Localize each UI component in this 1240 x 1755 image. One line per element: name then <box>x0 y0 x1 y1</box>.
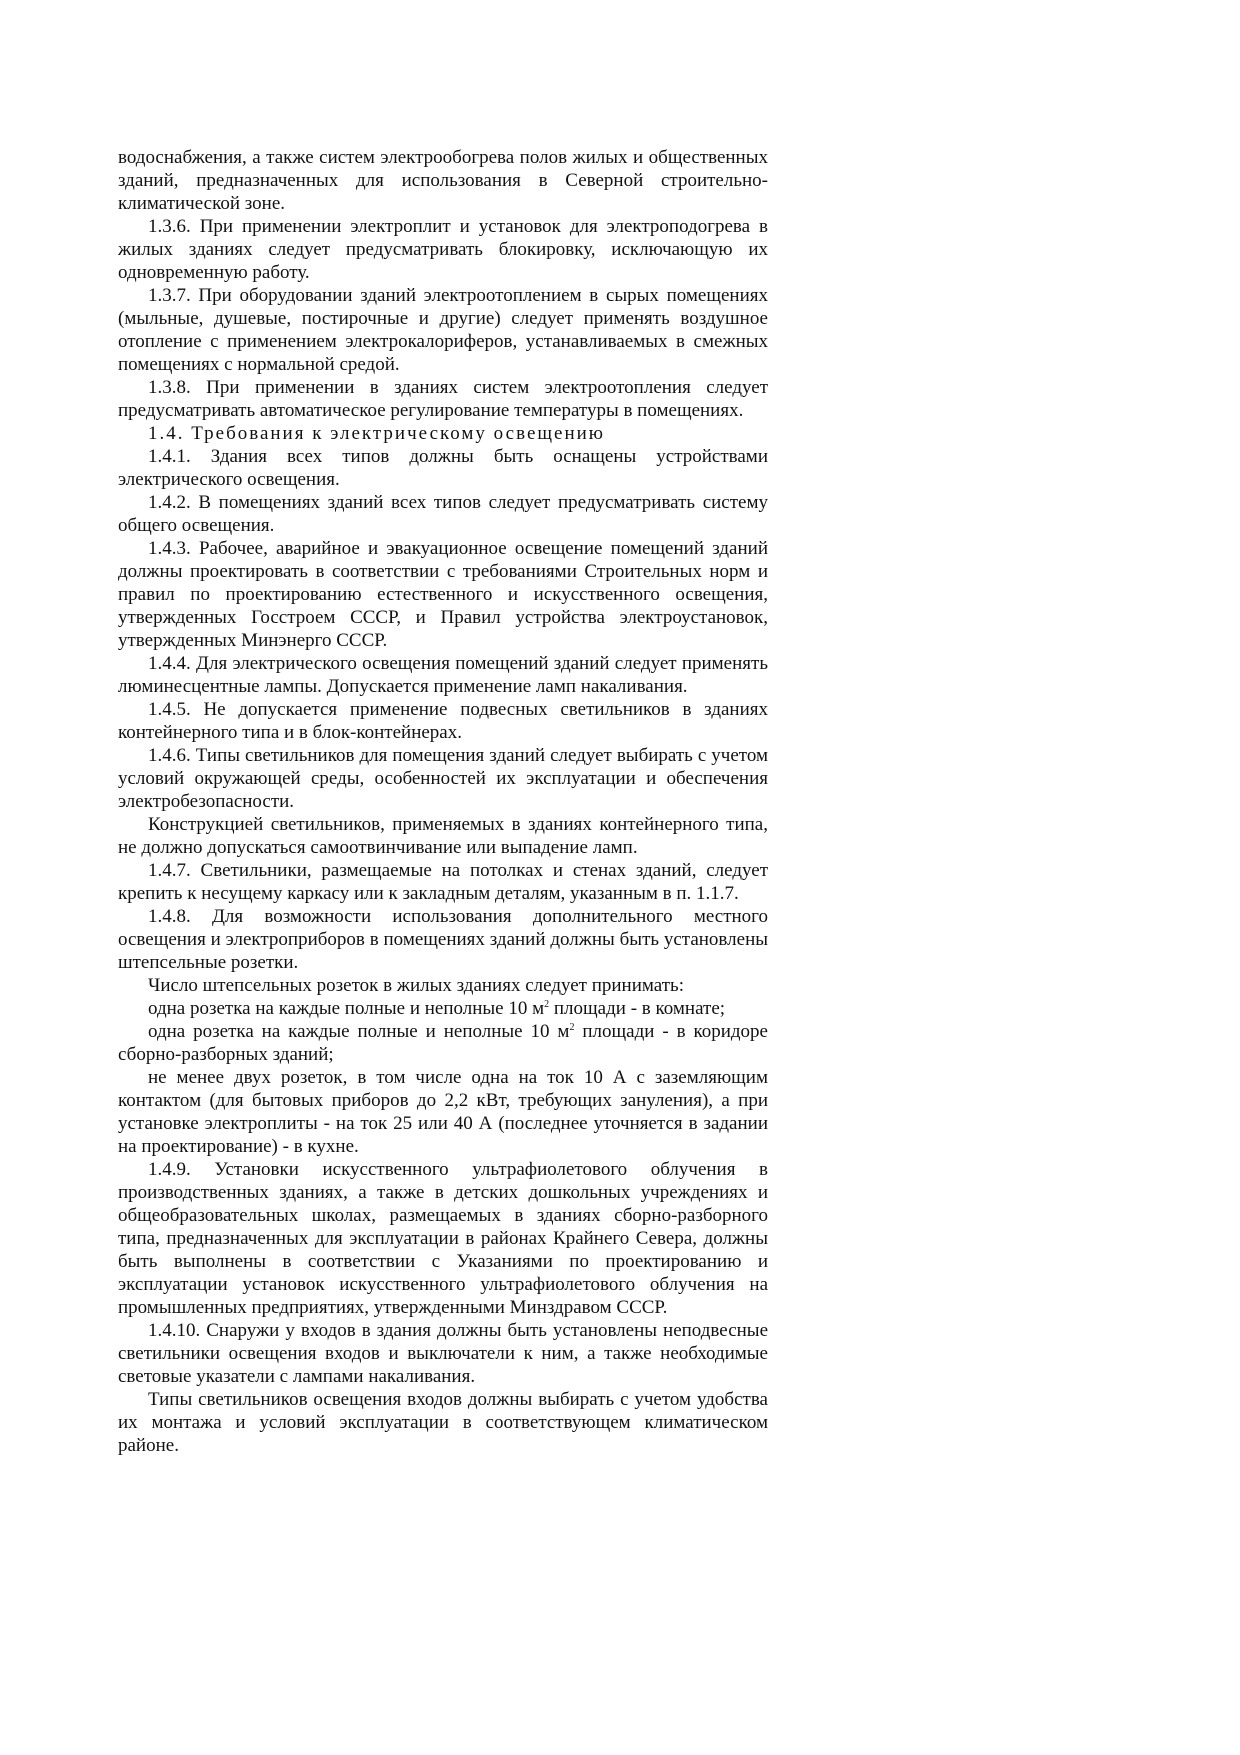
paragraph-1-4-4: 1.4.4. Для электрического освещения помещений зданий следует применять люминесцентные лампы. Допускается применение ламп накаливания. <box>118 653 768 697</box>
superscript-2: 2 <box>569 1022 575 1033</box>
paragraph-1-3-7: 1.3.7. При оборудовании зданий электроотоплением в сырых помещениях (мыльные, душевые, постирочные и другие) следует применять воздушное отопление с применением электрокалориферов, устанавливаемых в смежных помещениях с нормальной средой. <box>118 285 768 375</box>
paragraph-1-3-6: 1.3.6. При применении электроплит и установок для электроподогрева в жилых зданиях следует предусматривать блокировку, исключающую их одновременную работу. <box>118 216 768 283</box>
paragraph-1-4-3: 1.4.3. Рабочее, аварийное и эвакуационное освещение помещений зданий должны проектировать в соответствии с требованиями Строительных норм и правил по проектированию естественного и искусственного освещения, утвержденных Госстроем СССР, и Правил устройства электроустановок, утвержденных Минэнерго СССР. <box>118 538 768 651</box>
paragraph-1-4-7: 1.4.7. Светильники, размещаемые на потолках и стенах зданий, следует крепить к несущему каркасу или к закладным деталям, указанным в п. 1.1.7. <box>118 860 768 904</box>
paragraph-socket-corridor <box>118 1020 768 1066</box>
paragraph-1-4-10: 1.4.10. Снаружи у входов в здания должны быть установлены неподвесные светильники освещения входов и выключатели к ним, а также необходимые световые указатели с лампами накаливания. <box>118 1320 768 1387</box>
paragraph-socket-count: Число штепсельных розеток в жилых зданиях следует принимать: <box>148 975 684 996</box>
paragraph-1-4-8: 1.4.8. Для возможности использования дополнительного местного освещения и электроприборов в помещениях зданий должны быть установлены штепсельные розетки. <box>118 906 768 973</box>
section-heading-1-4: 1.4. Требования к электрическому освещению <box>148 423 605 444</box>
paragraph-socket-room <box>118 997 768 1020</box>
superscript-2: 2 <box>544 999 550 1010</box>
socket-corridor-text-after: площади - в коридоре сборно-разборных зданий; <box>118 1021 768 1065</box>
paragraph-1-3-8: 1.3.8. При применении в зданиях систем электроотопления следует предусматривать автоматическое регулирование температуры в помещениях. <box>118 377 768 421</box>
paragraph-socket-kitchen: не менее двух розеток, в том числе одна на ток 10 А с заземляющим контактом (для бытовых приборов до 2,2 кВт, требующих зануления), а при установке электроплиты - на ток 25 или 40 А (последнее уточняется в задании на проектирование) - в кухне. <box>118 1067 768 1157</box>
paragraph-fixtures-construction: Конструкцией светильников, применяемых в зданиях контейнерного типа, не должно допускаться самоотвинчивание или выпадение ламп. <box>118 814 768 858</box>
paragraph-entrance-fixtures: Типы светильников освещения входов должны выбирать с учетом удобства их монтажа и условий эксплуатации в соответствующем климатическом районе. <box>118 1389 768 1456</box>
socket-room-text-after: площади - в комнате; <box>549 998 726 1019</box>
paragraph-1-4-1: 1.4.1. Здания всех типов должны быть оснащены устройствами электрического освещения. <box>118 446 768 490</box>
socket-room-text: одна розетка на каждые полные и неполные 10 м <box>148 998 545 1019</box>
paragraph-1-4-6: 1.4.6. Типы светильников для помещения зданий следует выбирать с учетом условий окружающей среды, особенностей их эксплуатации и обеспечения электробезопасности. <box>118 745 768 812</box>
paragraph-1-4-9: 1.4.9. Установки искусственного ультрафиолетового облучения в производственных зданиях, а также в детских дошкольных учреждениях и общеобразовательных школах, размещаемых в зданиях сборно-разборного типа, предназначенных для эксплуатации в районах Крайнего Севера, должны быть выполнены в соответствии с Указаниями по проектированию и эксплуатации установок искусственного ультрафиолетового облучения на промышленных предприятиях, утвержденными Минздравом СССР. <box>118 1159 768 1318</box>
paragraph-1-4-2: 1.4.2. В помещениях зданий всех типов следует предусматривать систему общего освещения. <box>118 492 768 536</box>
socket-corridor-text: одна розетка на каждые полные и неполные 10 м <box>148 1021 570 1042</box>
paragraph-continuation: водоснабжения, а также систем электрообогрева полов жилых и общественных зданий, предназначенных для использования в Северной строительно-климатической зоне. <box>118 147 768 214</box>
paragraph-1-4-5: 1.4.5. Не допускается применение подвесных светильников в зданиях контейнерного типа и в блок-контейнерах. <box>118 699 768 743</box>
document-body <box>118 146 768 1457</box>
